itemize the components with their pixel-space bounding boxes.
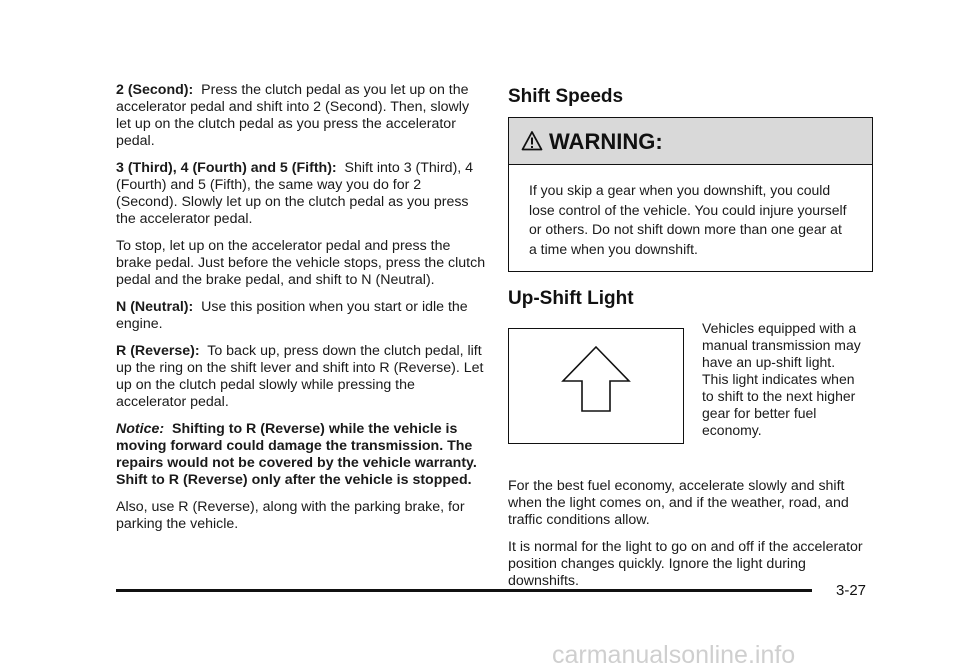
- second-gear-paragraph: [116, 82, 486, 150]
- warning-header: [509, 118, 872, 165]
- reverse-text: To back up, press down the clutch pedal, lift up the ring on the shift lever and shift into R (Reverse). Let up on the clutch pedal slowly while pressing the accelerator pedal.: [116, 343, 484, 410]
- normal-paragraph: It is normal for the light to go on and off if the accelerator position changes quickly. Ignore the light during downshifts.: [508, 539, 863, 589]
- fuel-economy-paragraph: For the best fuel economy, accelerate slowly and shift when the light comes on, and if the weather, road, and traffic conditions allow.: [508, 478, 849, 528]
- right-column: [508, 86, 874, 600]
- warning-triangle-icon: [521, 130, 543, 152]
- warning-box: [508, 117, 873, 272]
- stop-paragraph: To stop, let up on the accelerator pedal and press the brake pedal. Just before the vehicle stops, press the clutch pedal and the brake pedal, and shift to N (Neutral).: [116, 238, 486, 288]
- warning-title: WARNING:: [549, 128, 663, 154]
- notice-label: Notice:: [116, 421, 165, 437]
- neutral-text: Use this position when you start or idle the engine.: [116, 299, 468, 332]
- upshift-figure: [508, 328, 684, 444]
- third-fifth-gear-label: 3 (Third), 4 (Fourth) and 5 (Fifth):: [116, 160, 337, 176]
- upshift-light-heading: Up-Shift Light: [508, 288, 634, 309]
- upshift-description: Vehicles equipped with a manual transmission may have an up-shift light. This light indicates when to shift to the next higher gear for better fuel economy.: [702, 320, 861, 438]
- second-gear-text: Press the clutch pedal as you let up on the accelerator pedal and shift into 2 (Second). Then, slowly let up on the clutch pedal as you press the accelerator pedal.: [116, 82, 470, 149]
- neutral-label: N (Neutral):: [116, 299, 194, 315]
- upshift-row: [508, 320, 874, 444]
- notice-paragraph: [116, 421, 486, 489]
- neutral-paragraph: [116, 299, 486, 333]
- up-arrow-icon: [509, 329, 683, 443]
- reverse-paragraph: [116, 343, 486, 411]
- third-fifth-gear-paragraph: [116, 160, 486, 228]
- warning-text: If you skip a gear when you downshift, you could lose control of the vehicle. You could injure yourself or others. Do not shift down more than one gear at a time when you downshift.: [529, 182, 847, 257]
- shift-speeds-heading: Shift Speeds: [508, 86, 624, 107]
- also-paragraph: Also, use R (Reverse), along with the parking brake, for parking the vehicle.: [116, 499, 465, 532]
- footer-rule: [116, 589, 812, 592]
- reverse-label: R (Reverse):: [116, 343, 200, 359]
- page-number: 3-27: [836, 582, 867, 599]
- left-column: [116, 82, 486, 543]
- notice-text: Shifting to R (Reverse) while the vehicle is moving forward could damage the transmission. The repairs would not be covered by the vehicle warranty. Shift to R (Reverse) only after the vehicle is stopped.: [116, 421, 477, 488]
- watermark-text: carmanualsonline.info: [552, 641, 796, 669]
- third-fifth-gear-text: Shift into 3 (Third), 4 (Fourth) and 5 (Fifth), the same way you do for 2 (Second). Slowly let up on the clutch pedal as you press the accelerator pedal.: [116, 160, 474, 227]
- second-gear-label: 2 (Second):: [116, 82, 194, 98]
